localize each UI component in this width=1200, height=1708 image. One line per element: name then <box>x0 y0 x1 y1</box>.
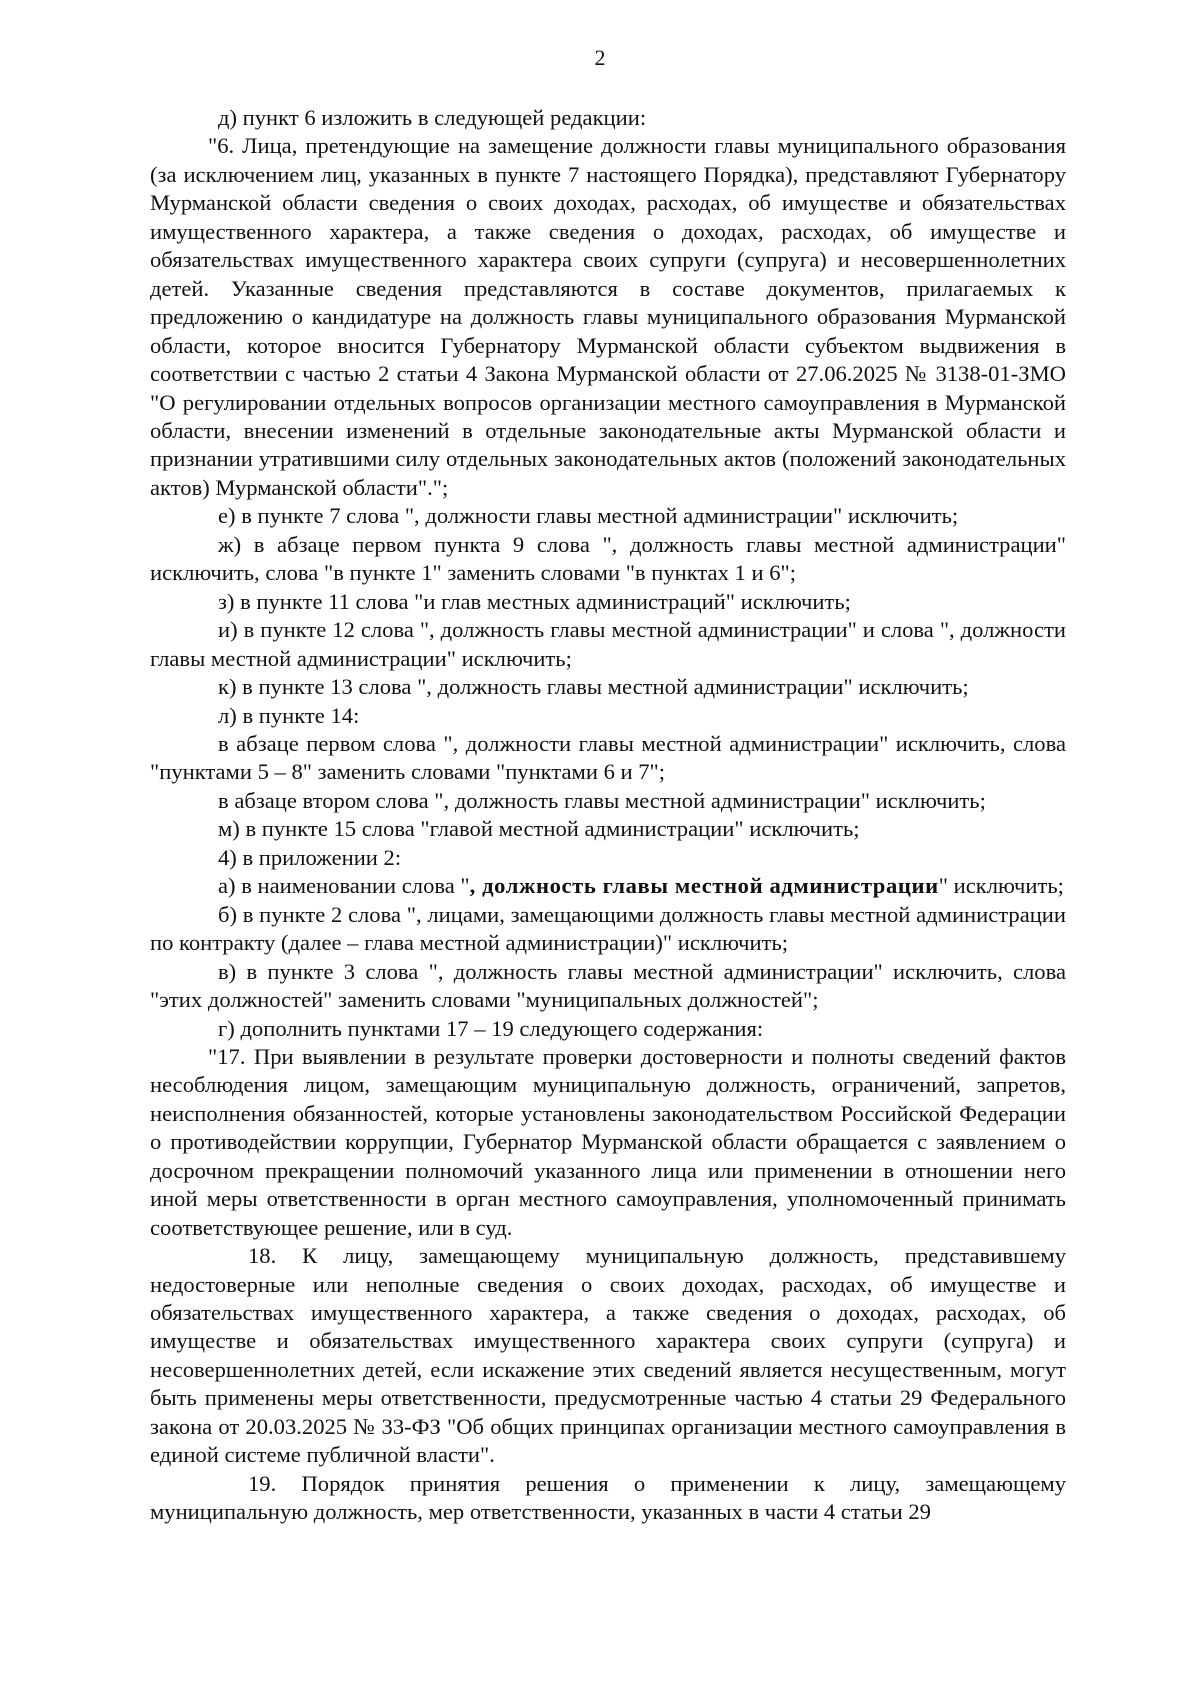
paragraph-point-14-first: в абзаце первом слова ", должности главы местной администрации" исключить, слова "пунктами 5 – 8" заменить словами "пунктами 6 и 7"; <box>150 730 1066 785</box>
paragraph-point-18: 18. К лицу, замещающему муниципальную должность, представившему недостоверные или неполные сведения о своих доходах, расходах, об имуществе и обязательствах имущественного характера, а также сведения о доходах, расходах, об имуществе и обязательствах имущественного характера своих супруги (супруга) и несовершеннолетних детей, если искажение этих сведений является несущественным, могут быть применены меры ответственности, предусмотренные частью 4 статьи 29 Федерального закона от 20.03.2025 № 33-ФЗ "Об общих принципах организации местного самоуправления в единой системе публичной власти". <box>150 1243 1066 1468</box>
paragraph-item-a <box>150 872 1066 900</box>
paragraph-item-a-after: " исключить; <box>938 873 1064 899</box>
page-number: 2 <box>594 45 606 70</box>
paragraph-item-a-before: а) в наименовании слова " <box>218 873 470 899</box>
paragraph-item-v: в) в пункте 3 слова ", должность главы местной администрации" исключить, слова "этих должностей" заменить словами "муниципальных должностей"; <box>150 958 1066 1013</box>
paragraph-item-zh: ж) в абзаце первом пункта 9 слова ", должность главы местной администрации" исключить, слова "в пункте 1" заменить словами "в пунктах 1 и 6"; <box>150 531 1066 586</box>
paragraph-point-6: "6. Лица, претендующие на замещение должности главы муниципального образования (за исключением лиц, указанных в пункте 7 настоящего Порядка), представляют Губернатору Мурманской области сведения о своих доходах, расходах, об имуществе и обязательствах имущественного характера, а также сведения о доходах, расходах, об имуществе и обязательствах имущественного характера своих супруги (супруга) и несовершеннолетних детей. Указанные сведения представляются в составе документов, прилагаемых к предложению о кандидатуре на должность главы муниципального образования Мурманской области, которое вносится Губернатору Мурманской области субъектом выдвижения в соответствии с частью 2 статьи 4 Закона Мурманской области от 27.06.2025 № 3138-01-ЗМО "О регулировании отдельных вопросов организации местного самоуправления в Мурманской области, внесении изменений в отдельные законодательные акты Мурманской области и признании утратившими силу отдельных законодательных актов (положений законодательных актов) Мурманской области"."; <box>150 133 1066 500</box>
paragraph-item-m: м) в пункте 15 слова "главой местной администрации" исключить; <box>218 816 860 842</box>
paragraph-item-e: е) в пункте 7 слова ", должности главы местной администрации" исключить; <box>218 503 959 529</box>
paragraph-item-z: з) в пункте 11 слова "и глав местных администраций" исключить; <box>218 588 851 614</box>
paragraph-item-a-bold: , должность главы местной администрации <box>469 873 939 899</box>
paragraph-section-4: 4) в приложении 2: <box>218 844 402 870</box>
paragraph-point-14-second: в абзаце втором слова ", должность главы местной администрации" исключить; <box>218 787 986 813</box>
paragraph-item-i: и) в пункте 12 слова ", должность главы местной администрации" и слова ", должности главы местной администрации" исключить; <box>150 617 1066 671</box>
paragraph-item-g: г) дополнить пунктами 17 – 19 следующего содержания: <box>218 1015 764 1041</box>
paragraph-point-17: "17. При выявлении в результате проверки достоверности и полноты сведений фактов несоблюдения лицом, замещающим муниципальную должность, ограничений, запретов, неисполнения обязанностей, которые установлены законодательством Российской Федерации о противодействии коррупции, Губернатор Мурманской области обращается с заявлением о досрочном прекращении полномочий указанного лица или применении в отношении него иной меры ответственности в орган местного самоуправления, уполномоченный принимать соответствующее решение, или в суд. <box>150 1043 1066 1240</box>
paragraph-item-k: к) в пункте 13 слова ", должность главы местной администрации" исключить; <box>218 674 969 700</box>
document-body <box>150 104 1066 1527</box>
paragraph-point-19: 19. Порядок принятия решения о применении к лицу, замещающему муниципальную должность, мер ответственности, указанных в части 4 статьи 29 <box>150 1470 1066 1525</box>
paragraph-item-b: б) в пункте 2 слова ", лицами, замещающими должность главы местной администрации по контракту (далее – глава местной администрации)" исключить; <box>150 901 1066 956</box>
paragraph-item-d: д) пункт 6 изложить в следующей редакции: <box>218 105 647 130</box>
paragraph-item-l: л) в пункте 14: <box>218 702 360 728</box>
